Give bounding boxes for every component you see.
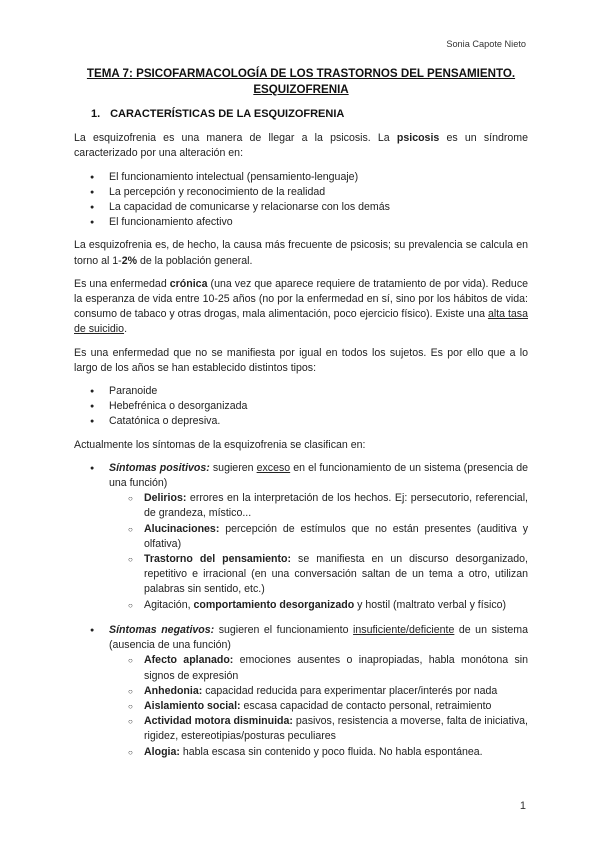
list-item: ● El funcionamiento intelectual (pensamiento-lenguaje): [74, 170, 528, 185]
sub-item: [109, 598, 528, 613]
sub-item: [109, 491, 528, 521]
negative-subitems: [109, 653, 528, 759]
text: errores en la interpretación de los hechos. Ej: persecutorio, referencial, de grandeza, místico...: [144, 492, 528, 520]
text: (una vez que aparece requiere de tratamiento de por vida). Reduce la esperanza de vida entre 10-25 años (no por la enfermedad en sí, sino por los hábitos de vida: consumo de tabaco y otras drogas, mala alimentación, poco ejercicio físico). Existe una: [74, 277, 529, 321]
bold-label: Alogia:: [144, 745, 180, 758]
sub-item: [109, 745, 528, 760]
sub-item: [109, 714, 528, 744]
text: habla escasa sin contenido y poco fluida. No habla espontánea.: [179, 745, 483, 758]
sub-item: [109, 522, 528, 552]
paragraph-types: Es una enfermedad que no se manifiesta por igual en todos los sujetos. Es por ello que a lo largo de los años se han establecido distintos tipos:: [74, 346, 528, 374]
text: en el funcionamiento de un sistema (presencia de una función): [109, 461, 528, 490]
bold-label: Aislamiento social:: [144, 699, 241, 712]
text: La esquizofrenia es, de hecho, la causa más frecuente de psicosis; su prevalencia se calcula en torno al 1-: [74, 239, 528, 267]
text: Es una enfermedad: [74, 277, 170, 290]
section-title: CARACTERÍSTICAS DE LA ESQUIZOFRENIA: [110, 108, 345, 120]
sub-item: [109, 699, 528, 714]
text: es un síndrome caracterizado por una alteración en:: [74, 132, 528, 160]
text: escasa capacidad de contacto personal, retraimiento: [240, 699, 492, 712]
text: de la población general.: [137, 254, 253, 267]
title-line-1: TEMA 7: PSICOFARMACOLOGÍA DE LOS TRASTORNOS DEL PENSAMIENTO.: [86, 67, 516, 80]
bold-label: Trastorno del pensamiento:: [144, 553, 292, 566]
bold-label: Actividad motora disminuida:: [144, 715, 293, 728]
bold-label: Síntomas positivos:: [109, 461, 210, 474]
positive-symptoms-list: [74, 461, 528, 613]
text: La esquizofrenia es una manera de llegar a la psicosis. La: [74, 132, 397, 145]
list-item: ● Hebefrénica o desorganizada: [74, 399, 528, 414]
bold-term: 2%: [121, 254, 138, 267]
page-title: [74, 66, 528, 97]
text: sugieren: [209, 461, 257, 474]
sub-item: [109, 684, 528, 699]
paragraph-chronic: [74, 277, 528, 338]
alteration-list: [74, 170, 528, 231]
sub-item: [109, 552, 528, 598]
text: percepción de estímulos que no están presentes (auditiva y olfativa): [144, 522, 528, 550]
paragraph-prevalence: [74, 238, 528, 268]
bold-label: Afecto aplanado:: [144, 654, 234, 667]
bold-term: crónica: [169, 277, 208, 290]
bold-label: Síntomas negativos:: [109, 623, 215, 636]
bold-label: Alucinaciones:: [144, 522, 220, 535]
list-item: ● Catatónica o depresiva.: [74, 414, 528, 429]
negative-symptoms-list: [74, 623, 528, 760]
text: y hostil (maltrato verbal y físico): [354, 598, 507, 611]
bold-label: Delirios:: [144, 492, 187, 505]
text: emociones ausentes o inapropiadas, habla monótona sin signos de expresión: [144, 654, 528, 682]
text: capacidad reducida para experimentar placer/interés por nada: [202, 684, 498, 697]
positive-symptoms-item: [74, 461, 528, 613]
text: se manifiesta en un discurso desorganizado, repetitivo e irracional (en una conversación saltan de un tema a otro, utilizan palabras sin sentido, etc.): [144, 553, 528, 596]
sub-item: [109, 653, 528, 683]
underlined-term: alta tasa de suicidio: [74, 308, 529, 336]
bold-term: psicosis: [396, 132, 440, 145]
title-line-2: ESQUIZOFRENIA: [253, 82, 349, 96]
text: pasivos, resistencia a moverse, falta de iniciativa, rigidez, estereotipias/posturas peculiares: [144, 715, 528, 743]
section-heading: [91, 107, 528, 122]
bold-label: comportamiento desorganizado: [193, 598, 355, 611]
list-item: ● La percepción y reconocimiento de la realidad: [74, 185, 528, 200]
text: de un sistema (ausencia de una función): [109, 623, 528, 652]
paragraph-psicosis: [74, 131, 528, 161]
underlined-term: insuficiente/deficiente: [353, 623, 455, 636]
text: Agitación,: [144, 598, 194, 611]
underlined-term: exceso: [256, 461, 291, 474]
document-page: [74, 66, 528, 768]
paragraph-symptoms-intro: Actualmente los síntomas de la esquizofrenia se clasifican en:: [74, 438, 366, 451]
list-item: ● Paranoide: [74, 384, 528, 399]
bold-label: Anhedonia:: [144, 684, 203, 697]
list-item: ● La capacidad de comunicarse y relacionarse con los demás: [74, 200, 528, 215]
author-name: Sonia Capote Nieto: [446, 39, 526, 49]
page-number: 1: [519, 799, 526, 812]
section-number: 1.: [91, 108, 101, 120]
list-item: ● El funcionamiento afectivo: [74, 215, 528, 230]
negative-symptoms-item: [74, 623, 528, 760]
positive-subitems: [109, 491, 528, 613]
types-list: [74, 384, 528, 430]
text: .: [124, 323, 128, 336]
text: sugieren el funcionamiento: [214, 623, 354, 636]
